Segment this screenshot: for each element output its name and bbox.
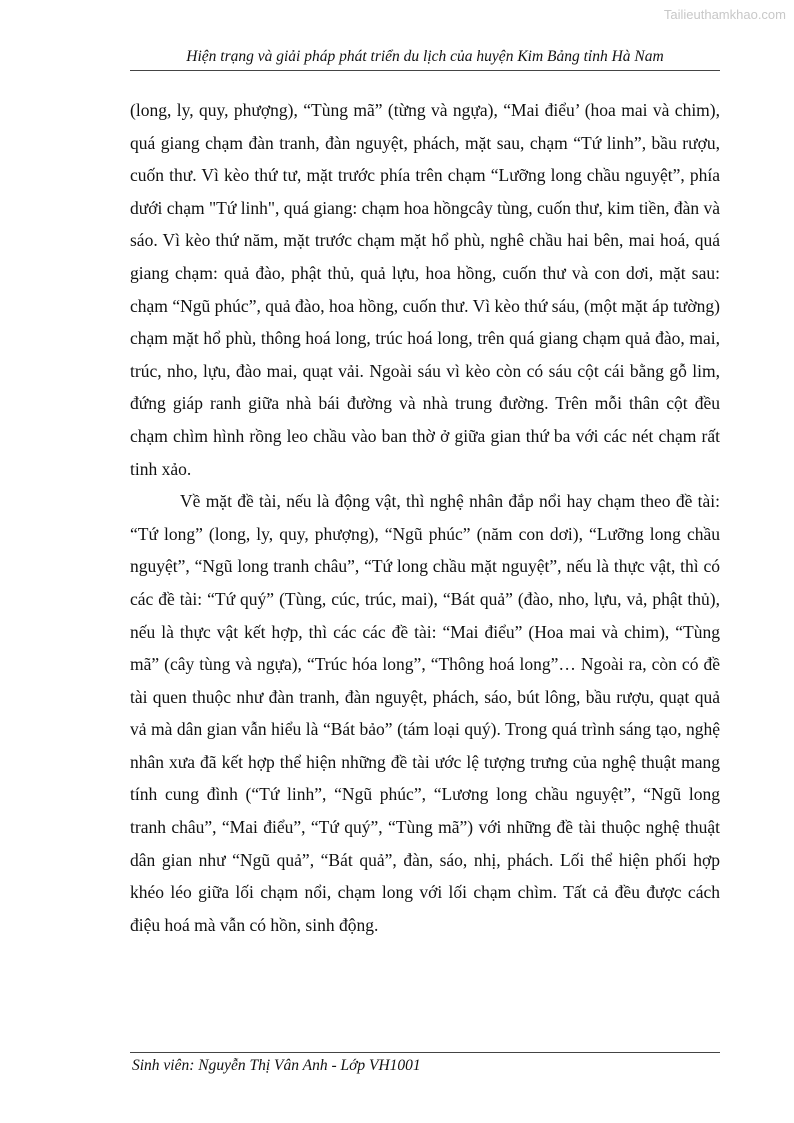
page-footer-author: Sinh viên: Nguyễn Thị Vân Anh - Lớp VH1001 [132,1057,421,1074]
paragraph-2: Về mặt đề tài, nếu là động vật, thì nghệ nhân đắp nổi hay chạm theo đề tài: “Tứ long” (long, ly, quy, phượng), “Ngũ phúc” (năm con dơi), “Lưỡng long chầu nguyệt”, “Ngũ long tranh châu”, “Tứ long chầu mặt nguyệt”, nếu là thực vật, thì có các đề tài: “Tứ quý” (Tùng, cúc, trúc, mai), “Bát quả” (đào, nho, lựu, vả, phật thủ), nếu là thực vật kết hợp, thì các các đề tài: “Mai điểu” (Hoa mai và chim), “Tùng mã” (cây tùng và ngựa), “Trúc hóa long”, “Thông hoá long”… Ngoài ra, còn có đề tài quen thuộc như đàn tranh, đàn nguyệt, phách, sáo, bút lông, bầu rượu, quạt quả vả mà dân gian vẫn hiểu là “Bát bảo” (tám loại quý). Trong quá trình sáng tạo, nghệ nhân xưa đã kết hợp thể hiện những đề tài ước lệ tượng trưng của nghệ thuật mang tính cung đình (“Tứ linh”, “Ngũ phúc”, “Lương long chầu nguyệt”, “Ngũ long tranh châu”, “Mai điểu”, “Tứ quý”, “Tùng mã”) với những đề tài thuộc nghệ thuật dân gian như “Ngũ quả”, “Bát quả”, đàn, sáo, nhị, phách. Lối thể hiện phối hợp khéo léo giữa lối chạm nổi, chạm long với lối chạm chìm. Tất cả đều được cách điệu hoá mà vẫn có hồn, sinh động. [130,491,720,935]
header-divider [130,70,720,71]
paragraph-1: (long, ly, quy, phượng), “Tùng mã” (từng và ngựa), “Mai điểu’ (hoa mai và chim), quá giang chạm đàn tranh, đàn nguyệt, phách, mặt sau, chạm “Tứ linh”, bầu rượu, cuốn thư. Vì kèo thứ tư, mặt trước phía trên chạm “Lưỡng long chầu nguyệt”, phía dưới chạm "Tứ linh", quá giang: chạm hoa hồngcây tùng, cuốn thư, kim tiền, đàn và sáo. Vì kèo thứ năm, mặt trước chạm mặt hổ phù, nghê chầu hai bên, mai hoá, quá giang chạm: quả đào, phật thủ, quả lựu, hoa hồng, cuốn thư và con dơi, mặt sau: chạm “Ngũ phúc”, quả đào, hoa hồng, cuốn thư. Vì kèo thứ sáu, (một mặt áp tường) chạm mặt hổ phù, thông hoá long, trúc hoá long, trên quá giang chạm quả đào, mai, trúc, nho, lựu, đào mai, quạt vải. Ngoài sáu vì kèo còn có sáu cột cái bằng gỗ lim, đứng giáp ranh giữa nhà bái đường và nhà trung đường. Trên mỗi thân cột đều chạm chìm hình rồng leo chầu vào ban thờ ở giữa gian thứ ba với các nét chạm rất tinh xảo. [130,100,720,479]
body-text [130,94,720,941]
page-header-title: Hiện trạng và giải pháp phát triển du lịch của huyện Kim Bảng tỉnh Hà Nam [186,48,664,65]
watermark: Tailieuthamkhao.com [663,7,786,22]
footer-divider [130,1052,720,1053]
